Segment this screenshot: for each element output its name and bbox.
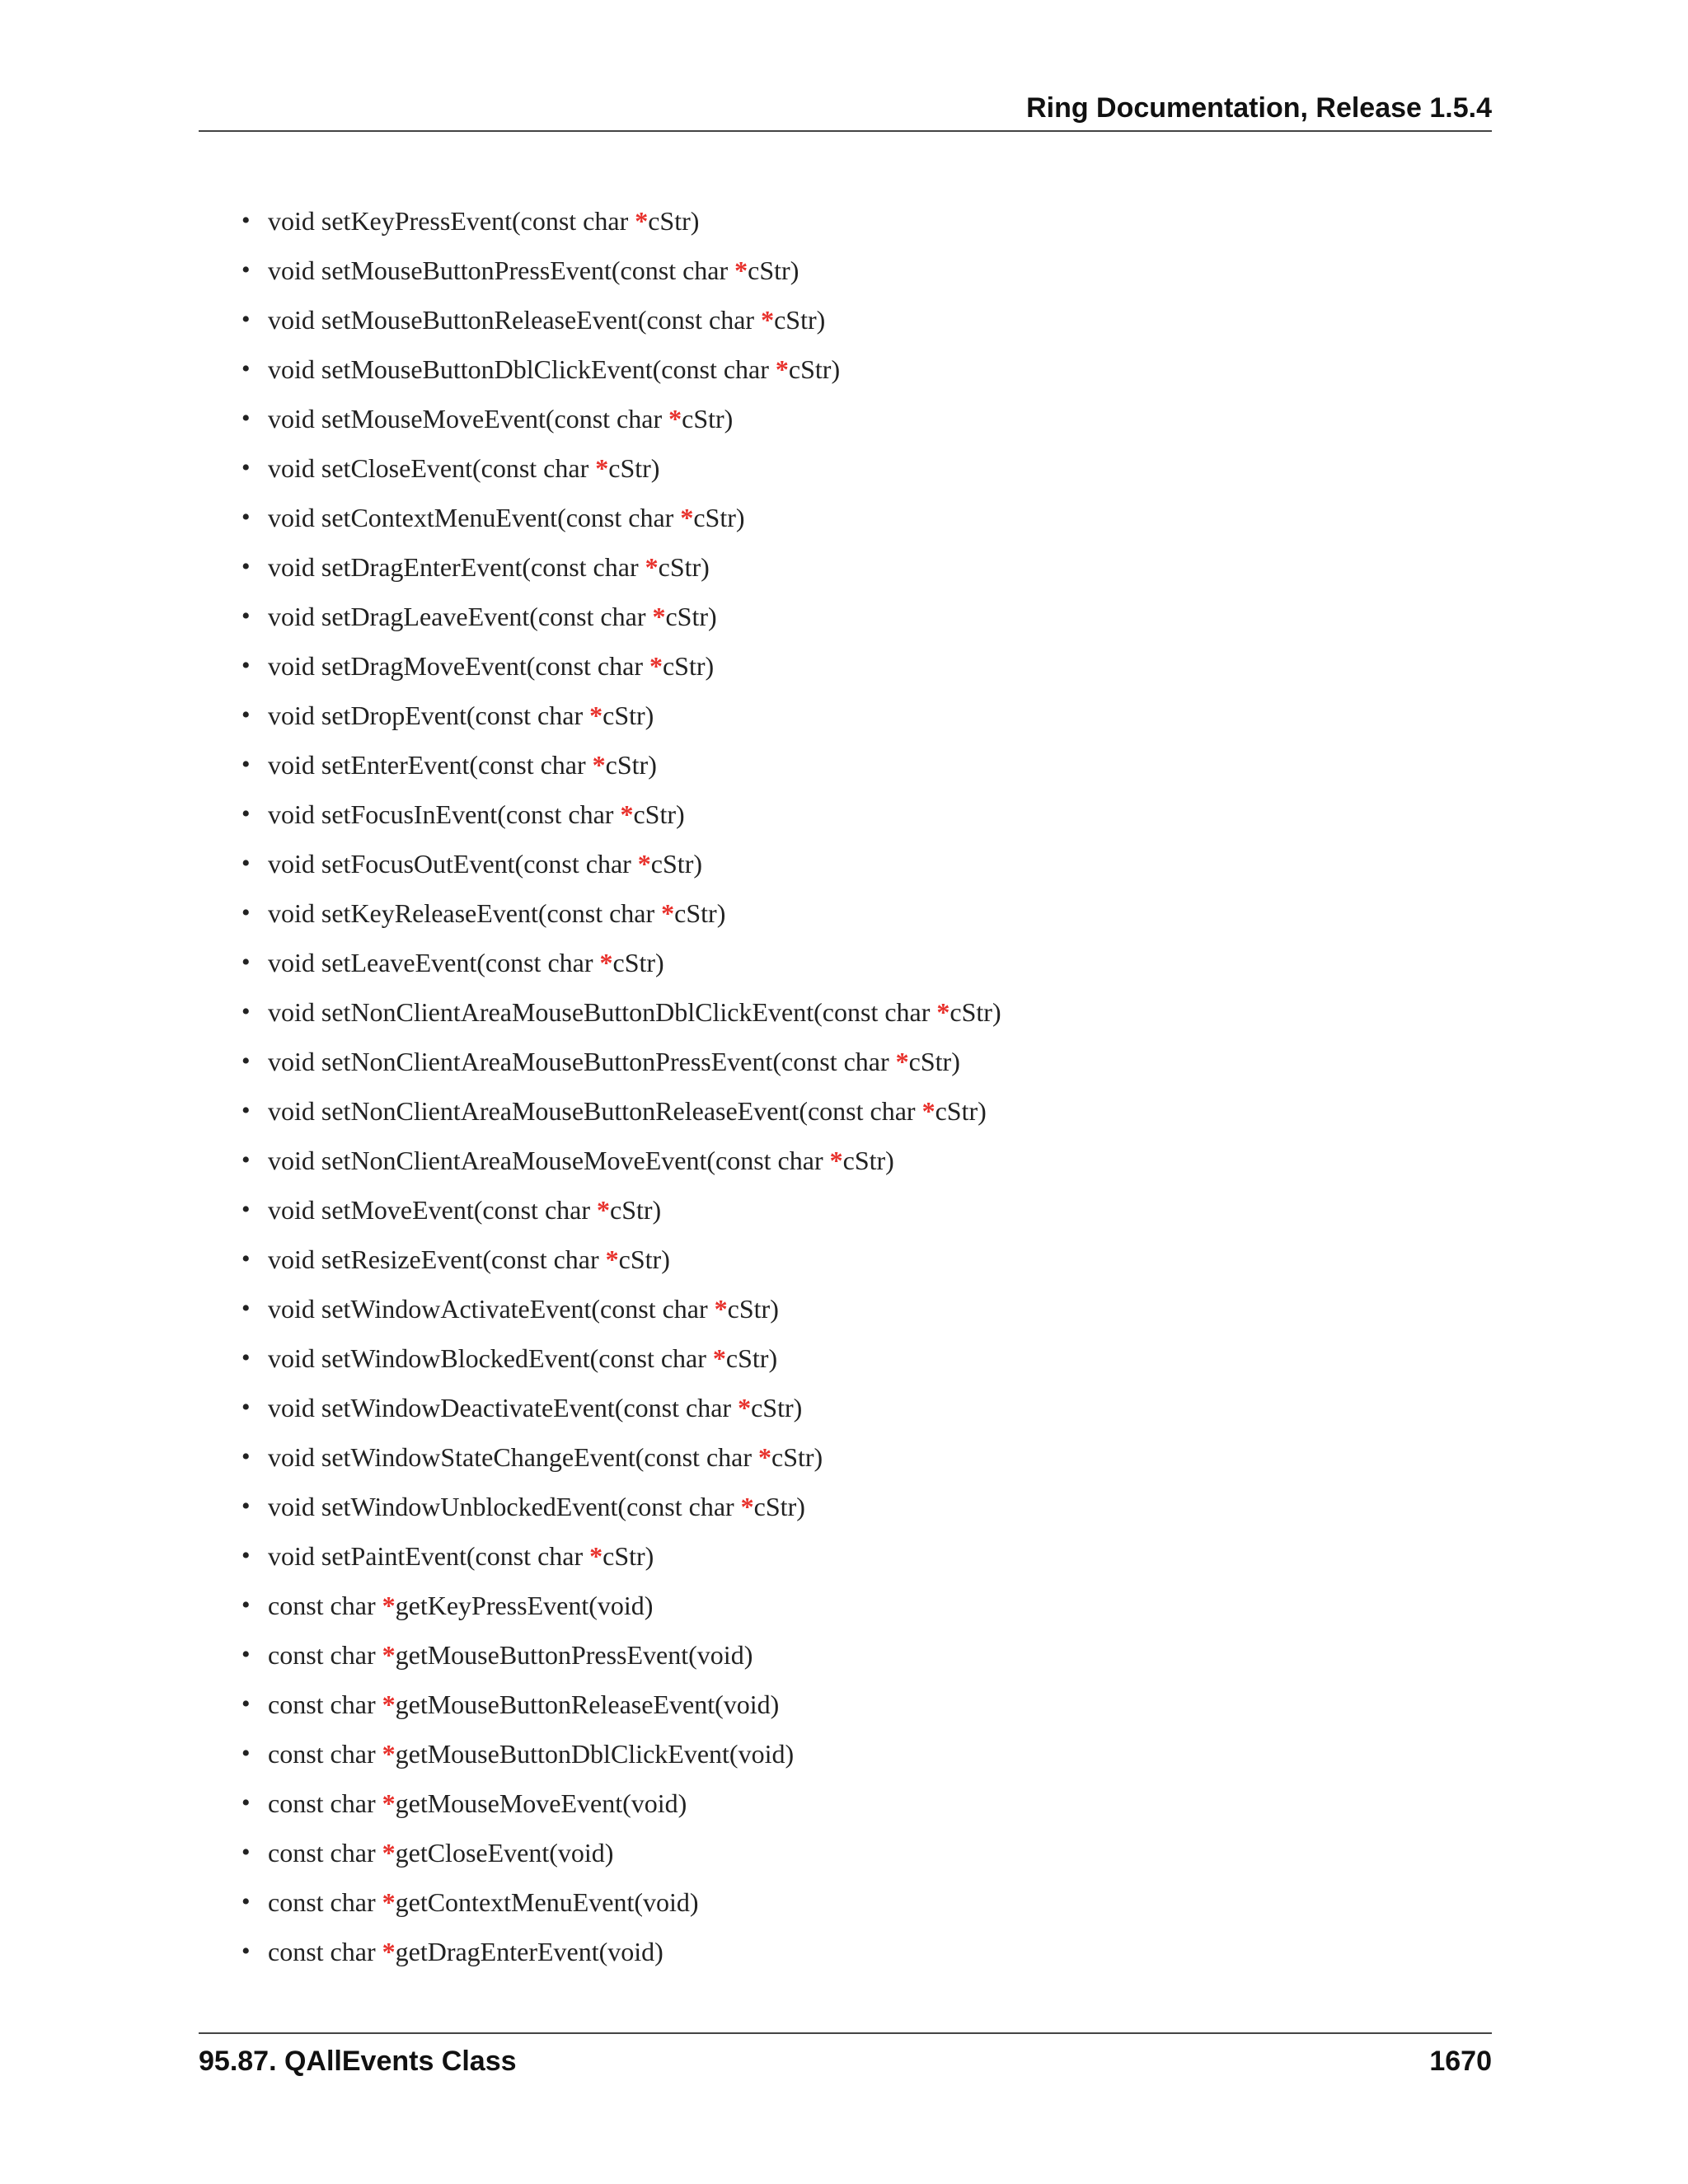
bullet-icon: •	[241, 355, 251, 382]
page-header	[199, 89, 1492, 132]
list-item	[241, 938, 1478, 987]
method-signature-end: cStr)	[908, 1046, 960, 1076]
bullet-icon: •	[241, 1493, 251, 1520]
bullet-icon: •	[241, 1196, 251, 1223]
bullet-icon: •	[241, 701, 251, 729]
list-item	[241, 344, 1478, 394]
list-item	[241, 542, 1478, 592]
list-item	[241, 196, 1478, 246]
pointer-asterisk: *	[661, 898, 675, 928]
method-signature-start: void setWindowUnblockedEvent(const char	[268, 1491, 741, 1521]
list-item	[241, 1927, 1478, 1976]
list-item	[241, 394, 1478, 443]
list-item	[241, 1136, 1478, 1185]
pointer-asterisk: *	[936, 996, 950, 1027]
pointer-asterisk: *	[589, 700, 603, 730]
bullet-icon: •	[241, 949, 251, 976]
method-signature-end: cStr)	[603, 1540, 654, 1571]
method-signature-start: void setWindowDeactivateEvent(const char	[268, 1392, 738, 1422]
list-item	[241, 1828, 1478, 1877]
method-signature-end: cStr)	[950, 996, 1001, 1027]
pointer-asterisk: *	[635, 205, 649, 236]
bullet-icon: •	[241, 1888, 251, 1915]
method-signature-start: const char	[268, 1788, 382, 1818]
pointer-asterisk: *	[734, 255, 748, 285]
method-signature-end: cStr)	[693, 502, 745, 532]
pointer-asterisk: *	[605, 1244, 619, 1274]
list-item	[241, 740, 1478, 790]
pointer-asterisk: *	[382, 1689, 396, 1719]
bullet-icon: •	[241, 1047, 251, 1075]
pointer-asterisk: *	[382, 1639, 396, 1670]
pointer-asterisk: *	[382, 1936, 396, 1966]
method-signature-end: getContextMenuEvent(void)	[395, 1886, 699, 1917]
pointer-asterisk: *	[829, 1145, 843, 1175]
method-signature-end: cStr)	[618, 1244, 670, 1274]
method-signature-end: getCloseEvent(void)	[395, 1837, 614, 1868]
pointer-asterisk: *	[597, 1194, 610, 1225]
pointer-asterisk: *	[592, 749, 606, 780]
document-title: Ring Documentation, Release 1.5.4	[1026, 92, 1492, 124]
method-signature-end: cStr)	[648, 205, 700, 236]
list-item	[241, 1482, 1478, 1531]
list-item	[241, 790, 1478, 839]
bullet-icon: •	[241, 1789, 251, 1816]
list-item	[241, 1680, 1478, 1729]
method-signature-start: void setKeyReleaseEvent(const char	[268, 898, 662, 928]
method-signature-end: cStr)	[842, 1145, 894, 1175]
bullet-icon: •	[241, 1443, 251, 1470]
method-signature-start: void setWindowActivateEvent(const char	[268, 1293, 715, 1324]
list-item	[241, 246, 1478, 295]
method-signature-start: void setMouseButtonReleaseEvent(const char	[268, 304, 762, 335]
list-item	[241, 295, 1478, 344]
list-item	[241, 839, 1478, 888]
pointer-asterisk: *	[758, 1441, 771, 1472]
list-item	[241, 1531, 1478, 1581]
list-item	[241, 1729, 1478, 1779]
bullet-icon: •	[241, 1245, 251, 1272]
method-signature-start: void setPaintEvent(const char	[268, 1540, 590, 1571]
method-signature-start: void setFocusOutEvent(const char	[268, 848, 638, 879]
method-signature-start: void setResizeEvent(const char	[268, 1244, 606, 1274]
method-signature-start: void setEnterEvent(const char	[268, 749, 593, 780]
pointer-asterisk: *	[668, 403, 682, 434]
bullet-icon: •	[241, 1641, 251, 1668]
pointer-asterisk: *	[620, 799, 634, 829]
pointer-asterisk: *	[740, 1491, 754, 1521]
pointer-asterisk: *	[599, 947, 613, 977]
method-signature-start: const char	[268, 1886, 382, 1917]
method-signature-start: void setDragMoveEvent(const char	[268, 650, 649, 681]
pointer-asterisk: *	[382, 1590, 396, 1620]
method-signature-start: void setCloseEvent(const char	[268, 452, 596, 483]
bullet-icon: •	[241, 1542, 251, 1569]
bullet-icon: •	[241, 652, 251, 679]
pointer-asterisk: *	[589, 1540, 603, 1571]
method-signature-end: cStr)	[662, 650, 715, 681]
list-item	[241, 641, 1478, 691]
method-signature-start: void setDropEvent(const char	[268, 700, 590, 730]
list-item	[241, 1779, 1478, 1828]
pointer-asterisk: *	[738, 1392, 752, 1422]
method-signature-end: cStr)	[748, 255, 799, 285]
method-signature-start: void setNonClientAreaMouseButtonReleaseEvent(const char	[268, 1095, 922, 1126]
method-signature-start: void setNonClientAreaMouseButtonDblClickEvent(const char	[268, 996, 937, 1027]
list-item	[241, 1581, 1478, 1630]
list-item	[241, 592, 1478, 641]
footer-section-title: 95.87. QAllEvents Class	[199, 2046, 517, 2077]
pointer-asterisk: *	[714, 1293, 728, 1324]
pointer-asterisk: *	[895, 1046, 909, 1076]
pointer-asterisk: *	[637, 848, 651, 879]
bullet-icon: •	[241, 1938, 251, 1965]
bullet-icon: •	[241, 1394, 251, 1421]
pointer-asterisk: *	[680, 502, 694, 532]
pointer-asterisk: *	[645, 551, 659, 582]
method-signature-start: void setMoveEvent(const char	[268, 1194, 597, 1225]
list-item	[241, 987, 1478, 1037]
method-signature-end: cStr)	[774, 304, 826, 335]
list-item	[241, 1037, 1478, 1086]
pointer-asterisk: *	[649, 650, 663, 681]
method-signature-start: void setDragLeaveEvent(const char	[268, 601, 653, 631]
method-signature-start: const char	[268, 1936, 382, 1966]
method-signature-start: void setWindowBlockedEvent(const char	[268, 1343, 713, 1373]
method-signature-start: void setMouseButtonDblClickEvent(const char	[268, 354, 776, 384]
list-item	[241, 691, 1478, 740]
bullet-icon: •	[241, 602, 251, 630]
bullet-icon: •	[241, 1839, 251, 1866]
list-item	[241, 443, 1478, 493]
list-item	[241, 493, 1478, 542]
list-item	[241, 888, 1478, 938]
method-signature-end: cStr)	[610, 1194, 662, 1225]
bullet-icon: •	[241, 800, 251, 827]
pointer-asterisk: *	[382, 1738, 396, 1769]
method-signature-end: cStr)	[608, 452, 660, 483]
pointer-asterisk: *	[775, 354, 789, 384]
bullet-icon: •	[241, 1740, 251, 1767]
pointer-asterisk: *	[595, 452, 609, 483]
method-signature-end: cStr)	[727, 1293, 779, 1324]
method-signature-end: cStr)	[603, 700, 654, 730]
method-signature-start: void setFocusInEvent(const char	[268, 799, 621, 829]
bullet-icon: •	[241, 454, 251, 481]
method-list	[241, 196, 1478, 1976]
method-signature-end: getKeyPressEvent(void)	[395, 1590, 654, 1620]
list-item	[241, 1877, 1478, 1927]
page-footer	[199, 2032, 1492, 2083]
bullet-icon: •	[241, 256, 251, 284]
bullet-icon: •	[241, 504, 251, 531]
method-signature-start: const char	[268, 1738, 382, 1769]
bullet-icon: •	[241, 1690, 251, 1718]
method-signature-start: void setMouseMoveEvent(const char	[268, 403, 669, 434]
method-signature-end: cStr)	[788, 354, 841, 384]
method-signature-end: getDragEnterEvent(void)	[395, 1936, 663, 1966]
bullet-icon: •	[241, 306, 251, 333]
bullet-icon: •	[241, 553, 251, 580]
list-item	[241, 1630, 1478, 1680]
method-signature-end: cStr)	[751, 1392, 803, 1422]
method-signature-end: cStr)	[771, 1441, 823, 1472]
method-signature-end: cStr)	[935, 1095, 987, 1126]
bullet-icon: •	[241, 1344, 251, 1371]
bullet-icon: •	[241, 405, 251, 432]
list-item	[241, 1086, 1478, 1136]
pointer-asterisk: *	[652, 601, 666, 631]
method-signature-end: getMouseButtonDblClickEvent(void)	[395, 1738, 795, 1769]
method-signature-end: cStr)	[633, 799, 685, 829]
method-signature-start: void setMouseButtonPressEvent(const char	[268, 255, 735, 285]
pointer-asterisk: *	[382, 1788, 396, 1818]
method-signature-end: cStr)	[665, 601, 717, 631]
method-signature-start: void setNonClientAreaMouseButtonPressEvent(const char	[268, 1046, 896, 1076]
pointer-asterisk: *	[382, 1837, 396, 1868]
method-signature-end: cStr)	[612, 947, 664, 977]
method-signature-end: cStr)	[674, 898, 726, 928]
method-signature-start: const char	[268, 1689, 382, 1719]
pointer-asterisk: *	[382, 1886, 396, 1917]
bullet-icon: •	[241, 1295, 251, 1322]
bullet-icon: •	[241, 207, 251, 234]
method-signature-end: getMouseButtonPressEvent(void)	[395, 1639, 753, 1670]
bullet-icon: •	[241, 1097, 251, 1124]
method-signature-start: void setNonClientAreaMouseMoveEvent(const char	[268, 1145, 830, 1175]
method-signature-start: const char	[268, 1639, 382, 1670]
method-signature-end: getMouseButtonReleaseEvent(void)	[395, 1689, 780, 1719]
list-item	[241, 1284, 1478, 1333]
method-signature-start: void setWindowStateChangeEvent(const char	[268, 1441, 758, 1472]
method-signature-start: const char	[268, 1837, 382, 1868]
method-signature-end: cStr)	[725, 1343, 778, 1373]
method-signature-start: void setLeaveEvent(const char	[268, 947, 600, 977]
method-signature-end: cStr)	[658, 551, 710, 582]
method-signature-start: void setDragEnterEvent(const char	[268, 551, 645, 582]
list-item	[241, 1235, 1478, 1284]
method-signature-end: cStr)	[650, 848, 702, 879]
list-item	[241, 1432, 1478, 1482]
bullet-icon: •	[241, 1146, 251, 1174]
bullet-icon: •	[241, 998, 251, 1025]
method-signature-end: cStr)	[753, 1491, 805, 1521]
method-signature-end: cStr)	[605, 749, 657, 780]
list-item	[241, 1333, 1478, 1383]
bullet-icon: •	[241, 850, 251, 877]
method-signature-end: cStr)	[682, 403, 734, 434]
method-signature-end: getMouseMoveEvent(void)	[395, 1788, 687, 1818]
pointer-asterisk: *	[712, 1343, 726, 1373]
method-signature-start: const char	[268, 1590, 382, 1620]
pointer-asterisk: *	[761, 304, 775, 335]
bullet-icon: •	[241, 1591, 251, 1619]
list-item	[241, 1383, 1478, 1432]
list-item	[241, 1185, 1478, 1235]
method-signature-start: void setKeyPressEvent(const char	[268, 205, 635, 236]
pointer-asterisk: *	[921, 1095, 935, 1126]
page-number: 1670	[1429, 2046, 1492, 2077]
method-signature-start: void setContextMenuEvent(const char	[268, 502, 681, 532]
bullet-icon: •	[241, 899, 251, 926]
bullet-icon: •	[241, 751, 251, 778]
